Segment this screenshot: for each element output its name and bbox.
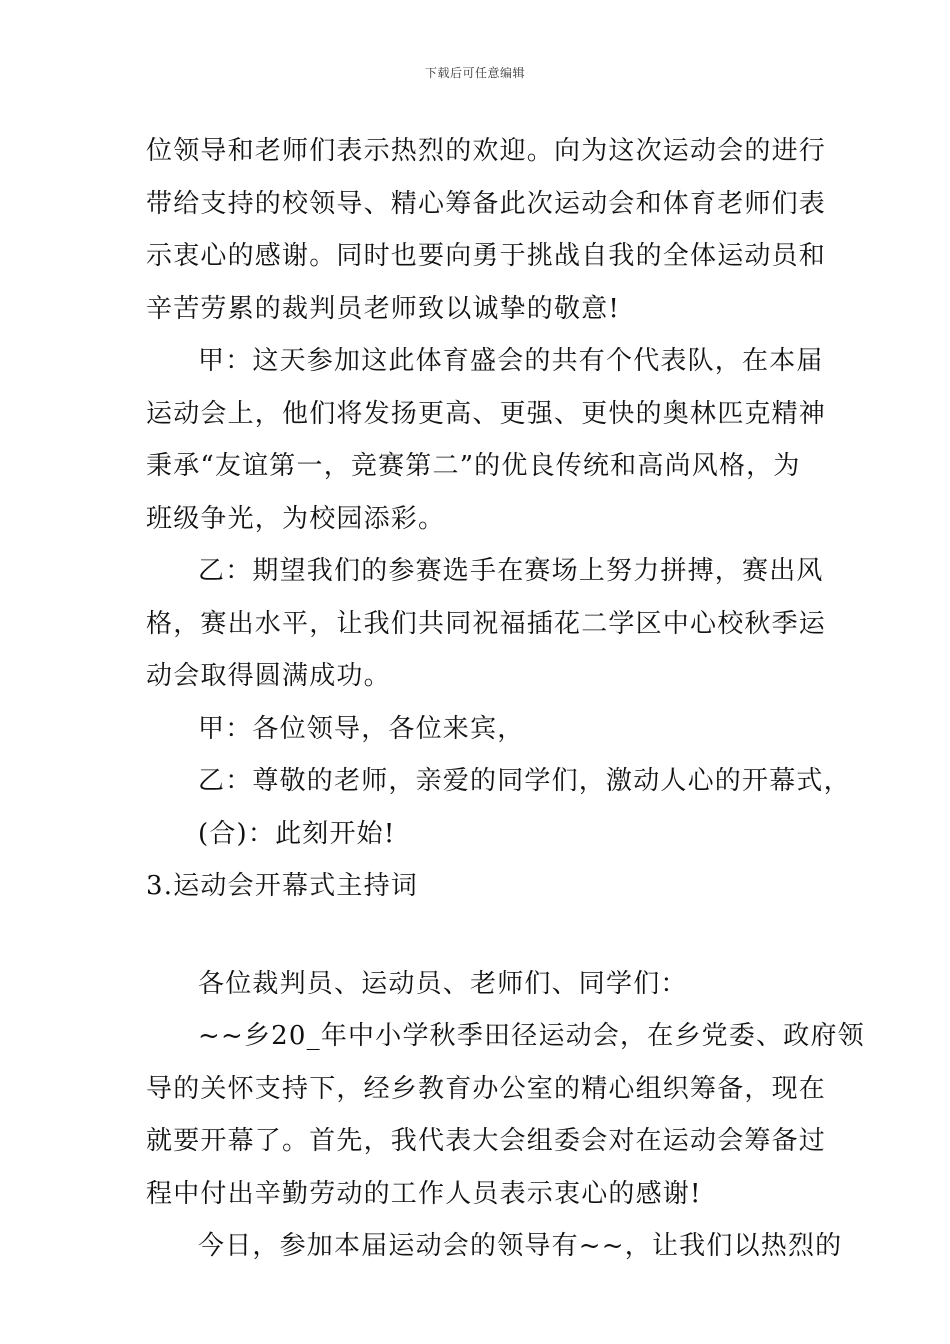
document-body — [146, 125, 865, 1273]
body-line: 导的关怀支持下，经乡教育办公室的精心组织筹备，现在 — [146, 1073, 827, 1104]
body-line: 辛苦劳累的裁判员老师致以诚挚的敬意! — [146, 293, 621, 324]
body-line: ~~乡20_年中小学秋季田径运动会，在乡党委、政府领 — [198, 1021, 865, 1051]
dialogue-line-jia: 甲：这天参加这此体育盛会的共有个代表队，在本届 — [198, 346, 824, 376]
body-line: 示衷心的感谢。同时也要向勇于挑战自我的全体运动员和 — [146, 241, 827, 271]
dialogue-line-yi: 乙：期望我们的参赛选手在赛场上努力拼搏，赛出风 — [198, 556, 824, 586]
body-line: 位领导和老师们表示热烈的欢迎。向为这次运动会的进行 — [146, 136, 827, 166]
body-line: 就要开幕了。首先，我代表大会组委会对在运动会筹备过 — [146, 1126, 827, 1156]
section-heading: 3.运动会开幕式主持词 — [146, 871, 419, 901]
body-line: 格，赛出水平，让我们共同祝福插花二学区中心校秋季运 — [146, 608, 827, 639]
body-line: 带给支持的校领导、精心筹备此次运动会和体育老师们表 — [146, 188, 827, 219]
spacer — [146, 913, 806, 958]
page-header: 下载后可任意编辑 — [424, 66, 525, 80]
body-line: 秉承“友谊第一，竞赛第二”的优良传统和高尚风格，为 — [146, 451, 801, 481]
body-line: 今日，参加本届运动会的领导有~~，让我们以热烈的 — [198, 1231, 843, 1261]
dialogue-line-together: (合)：此刻开始! — [198, 818, 396, 849]
dialogue-line-jia: 甲：各位领导，各位来宾， — [198, 713, 525, 744]
salutation-line: 各位裁判员、运动员、老师们、同学们： — [198, 968, 688, 999]
dialogue-line-yi: 乙：尊敬的老师，亲爱的同学们，激动人心的开幕式， — [198, 766, 851, 796]
body-line: 程中付出辛勤劳动的工作人员表示衷心的感谢! — [146, 1178, 702, 1209]
body-line: 班级争光，为校园添彩。 — [146, 503, 446, 534]
body-line: 动会取得圆满成功。 — [146, 661, 391, 691]
body-line: 运动会上，他们将发扬更高、更强、更快的奥林匹克精神 — [146, 398, 827, 429]
